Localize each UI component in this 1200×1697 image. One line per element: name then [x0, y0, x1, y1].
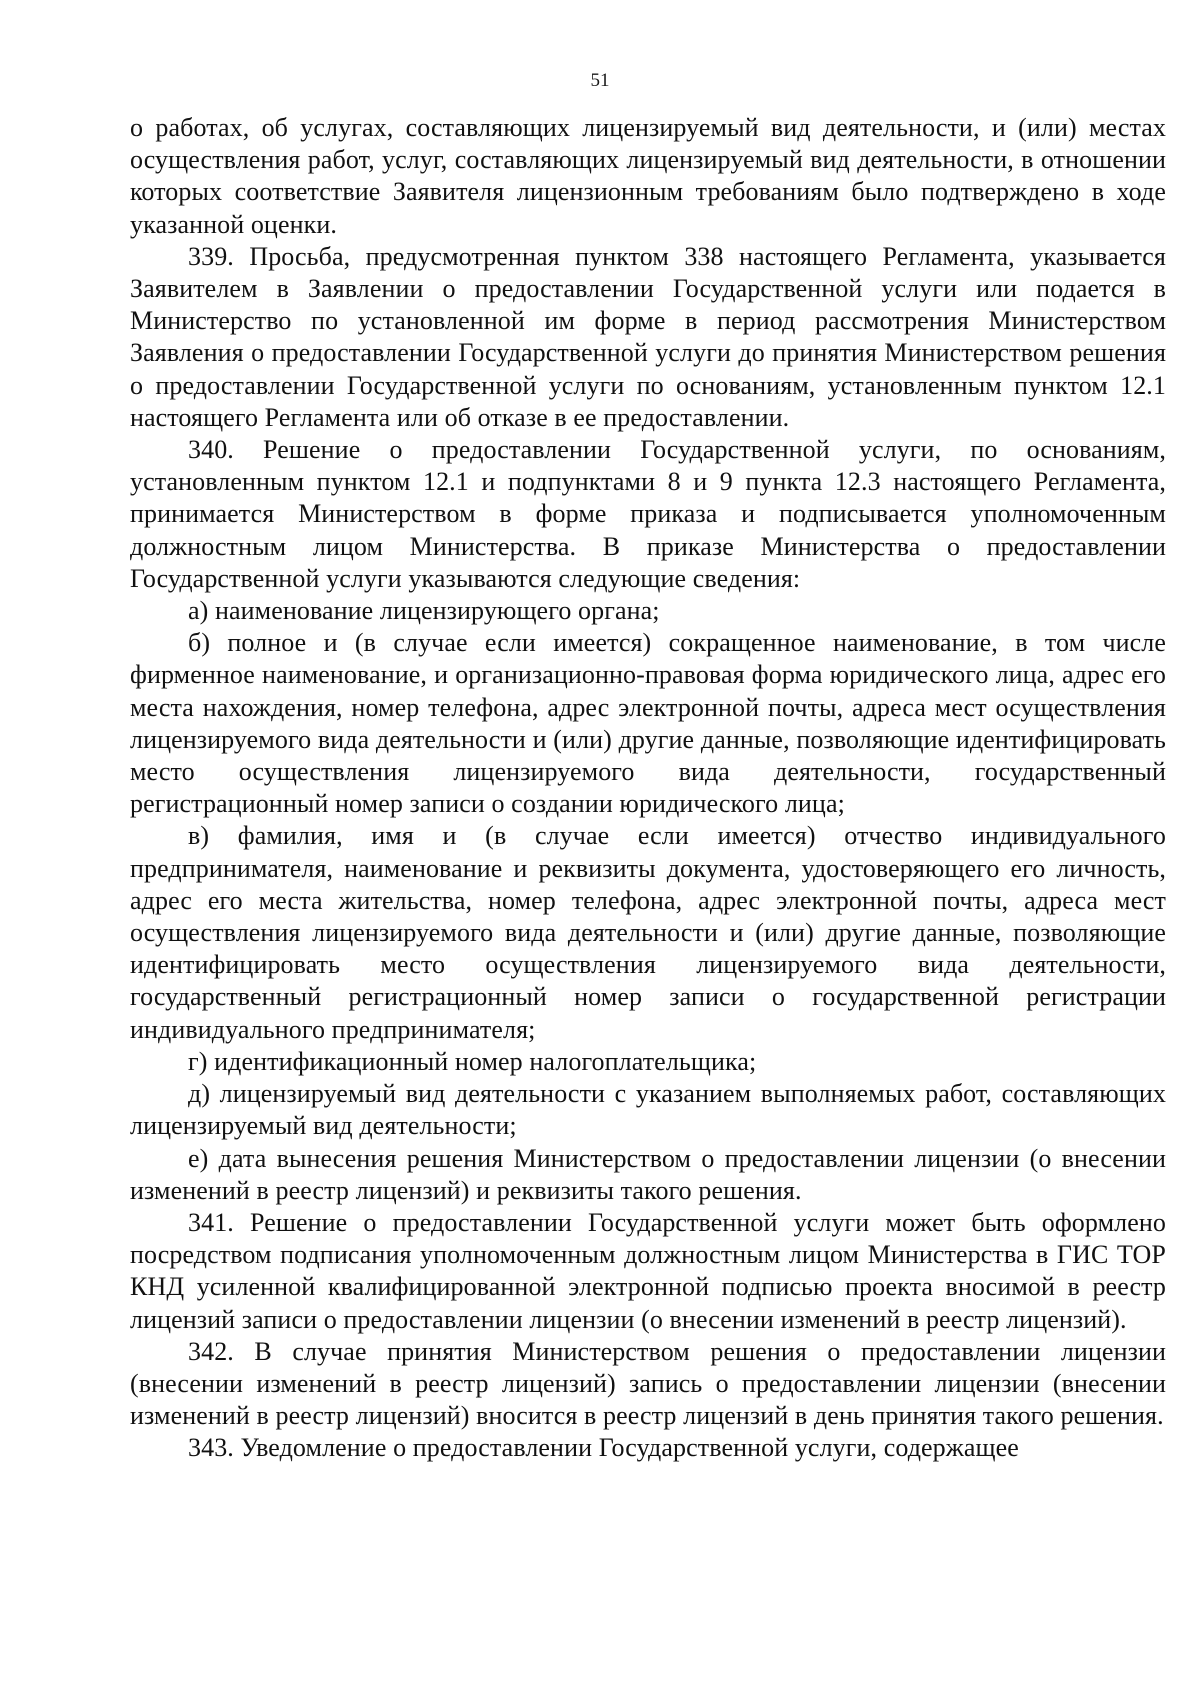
- paragraph-343: 343. Уведомление о предоставлении Государственной услуги, содержащее: [188, 1433, 1019, 1463]
- paragraph-340-item-e: е) дата вынесения решения Министерством о предоставлении лицензии (о внесении изменений в реестр лицензий) и реквизиты такого решения.: [130, 1143, 1166, 1205]
- paragraph-continuation: о работах, об услугах, составляющих лицензируемый вид деятельности, и (или) местах осуществления работ, услуг, составляющих лицензируемый вид деятельности, в отношении которых соответствие Заявителя лицензионным требованиям было подтверждено в ходе указанной оценки.: [130, 113, 1166, 239]
- paragraph-339: 339. Просьба, предусмотренная пунктом 338 настоящего Регламента, указывается Заявителем в Заявлении о предоставлении Государственной услуги или подается в Министерство по установленной им форме в период рассмотрения Министерством Заявления о предоставлении Государственной услуги до принятия Министерством решения о предоставлении Государственной услуги по основаниям, установленным пунктом 12.1 настоящего Регламента или об отказе в ее предоставлении.: [130, 241, 1166, 432]
- paragraph-342: 342. В случае принятия Министерством решения о предоставлении лицензии (внесении изменений в реестр лицензий) запись о предоставлении лицензии (внесении изменений в реестр лицензий) вносится в реестр лицензий в день принятия такого решения.: [130, 1336, 1166, 1431]
- paragraph-340: 340. Решение о предоставлении Государственной услуги, по основаниям, установленным пунктом 12.1 и подпунктами 8 и 9 пункта 12.3 настоящего Регламента, принимается Министерством в форме приказа и подписывается уполномоченным должностным лицом Министерства. В приказе Министерства о предоставлении Государственной услуги указываются следующие сведения:: [130, 435, 1166, 593]
- paragraph-340-item-a: а) наименование лицензирующего органа;: [188, 596, 660, 626]
- paragraph-340-item-v: в) фамилия, имя и (в случае если имеется) отчество индивидуального предпринимателя, наименование и реквизиты документа, удостоверяющего его личность, адрес его места жительства, номер телефона, адрес электронной почты, адреса мест осуществления лицензируемого вида деятельности и (или) другие данные, позволяющие идентифицировать место осуществления лицензируемого вида деятельности, государственный регистрационный номер записи о государственной регистрации индивидуального предпринимателя;: [130, 821, 1166, 1044]
- paragraph-340-item-g: г) идентификационный номер налогоплательщика;: [188, 1046, 757, 1076]
- paragraph-341: 341. Решение о предоставлении Государственной услуги может быть оформлено посредством подписания уполномоченным должностным лицом Министерства в ГИС ТОР КНД усиленной квалифицированной электронной подписью проекта вносимой в реестр лицензий записи о предоставлении лицензии (о внесении изменений в реестр лицензий).: [130, 1207, 1166, 1334]
- document-body: [130, 112, 1166, 1465]
- paragraph-340-item-b: б) полное и (в случае если имеется) сокращенное наименование, в том числе фирменное наименование, и организационно-правовая форма юридического лица, адрес его места нахождения, номер телефона, адрес электронной почты, адреса мест осуществления лицензируемого вида деятельности и (или) другие данные, позволяющие идентифицировать место осуществления лицензируемого вида деятельности, государственный регистрационный номер записи о создании юридического лица;: [130, 628, 1166, 819]
- paragraph-340-item-d: д) лицензируемый вид деятельности с указанием выполняемых работ, составляющих лицензируемый вид деятельности;: [130, 1079, 1166, 1141]
- page-number: 51: [590, 70, 610, 91]
